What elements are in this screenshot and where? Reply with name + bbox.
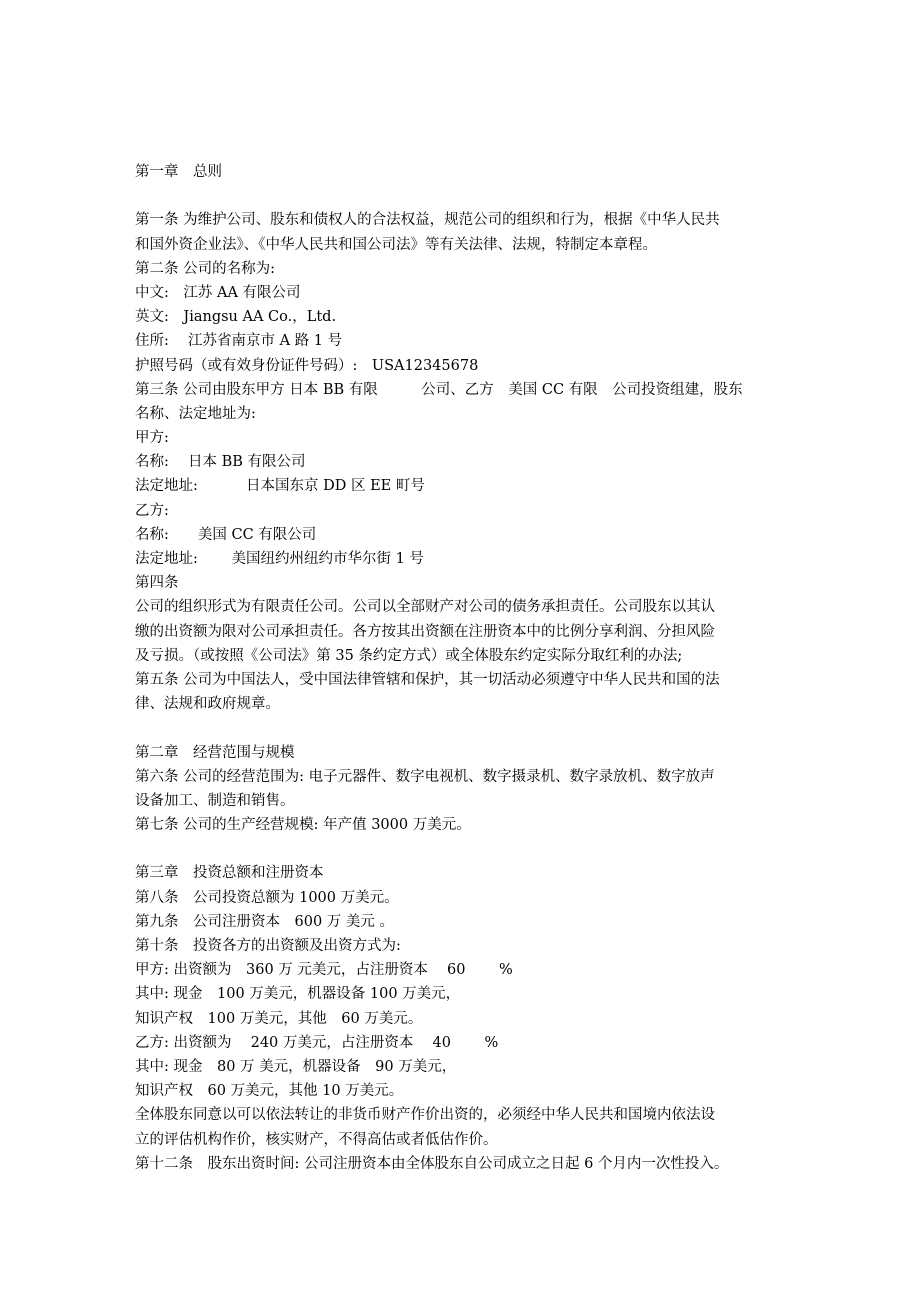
article-12: 第十二条 股东出资时间: 公司注册资本由全体股东自公司成立之日起 6 个月内一次性投入。 <box>135 1155 729 1172</box>
party-b-name: 名称: 美国 CC 有限公司 <box>135 526 317 543</box>
party-b-address: 法定地址: 美国纽约州纽约市华尔街 1 号 <box>135 551 424 567</box>
article-2-heading: 第二条 公司的名称为: <box>135 260 275 277</box>
party-a-address: 法定地址: 日本国东京 DD 区 EE 町号 <box>135 478 425 495</box>
article-4-heading: 第四条 <box>135 575 179 592</box>
party-a-label: 甲方: <box>135 430 169 447</box>
article-9: 第九条 公司注册资本 600 万 美元 。 <box>135 913 395 930</box>
party-b-ip-other: 知识产权 60 万美元，其他 10 万美元。 <box>135 1083 404 1100</box>
article-3-line-2: 名称、法定地址为: <box>135 405 256 422</box>
party-a-name: 名称: 日本 BB 有限公司 <box>135 454 306 471</box>
blank-line <box>135 184 795 208</box>
party-b-cash-equipment: 其中: 现金 80 万 美元，机器设备 90 万美元， <box>135 1058 457 1075</box>
blank-line <box>135 716 795 740</box>
non-monetary-line-2: 立的评估机构作价，核实财产，不得高估或者低估作价。 <box>135 1131 498 1148</box>
article-5-line-1: 第五条 公司为中国法人，受中国法律管辖和保护，其一切活动必须遵守中华人民共和国的法 <box>135 671 720 688</box>
article-4-line-1: 公司的组织形式为有限责任公司。公司以全部财产对公司的债务承担责任。公司股东以其认 <box>135 599 715 616</box>
blank-line <box>135 837 795 861</box>
chapter-2-heading: 第二章 经营范围与规模 <box>135 744 295 761</box>
party-b-contribution: 乙方: 出资额为 240 万美元，占注册资本 40 % <box>135 1034 499 1051</box>
passport-number: 护照号码（或有效身份证件号码）: USA12345678 <box>135 357 479 374</box>
chapter-3-heading: 第三章 投资总额和注册资本 <box>135 865 324 882</box>
article-4-line-3: 及亏损。（或按照《公司法》第 35 条约定方式）或全体股东约定实际分取红利的办法; <box>135 647 683 664</box>
party-b-label: 乙方: <box>135 502 169 519</box>
article-6-line-1: 第六条 公司的经营范围为: 电子元器件、数字电视机、数字摄录机、数字录放机、数字放声 <box>135 768 715 785</box>
article-7: 第七条 公司的生产经营规模: 年产值 3000 万美元。 <box>135 817 471 834</box>
party-a-cash-equipment: 其中: 现金 100 万美元，机器设备 100 万美元， <box>135 986 461 1003</box>
non-monetary-line-1: 全体股东同意以可以依法转让的非货币财产作价出资的，必须经中华人民共和国境内依法设 <box>135 1107 715 1124</box>
document-page <box>135 160 795 1176</box>
party-a-contribution: 甲方: 出资额为 360 万 元美元，占注册资本 60 % <box>135 962 513 979</box>
article-4-line-2: 缴的出资额为限对公司承担责任。各方按其出资额在注册资本中的比例分享利润、分担风险 <box>135 623 715 640</box>
party-a-ip-other: 知识产权 100 万美元，其他 60 万美元。 <box>135 1010 423 1027</box>
company-address: 住所: 江苏省南京市 A 路 1 号 <box>135 333 343 350</box>
article-6-line-2: 设备加工、制造和销售。 <box>135 792 295 809</box>
article-5-line-2: 律、法规和政府规章。 <box>135 696 280 713</box>
article-10-heading: 第十条 投资各方的出资额及出资方式为: <box>135 938 401 954</box>
article-8: 第八条 公司投资总额为 1000 万美元。 <box>135 889 399 906</box>
article-1-line-1: 第一条 为维护公司、股东和债权人的合法权益，规范公司的组织和行为，根据《中华人民共 <box>135 212 720 229</box>
article-1-line-2: 和国外资企业法》、《中华人民共和国公司法》等有关法律、法规，特制定本章程。 <box>135 236 657 253</box>
article-3-line-1: 第三条 公司由股东甲方 日本 BB 有限 公司、乙方 美国 CC 有限 公司投资组建，股东 <box>135 381 743 398</box>
company-name-english: 英文: Jiangsu AA Co.，Ltd. <box>135 309 337 326</box>
company-name-chinese: 中文: 江苏 AA 有限公司 <box>135 284 301 301</box>
chapter-1-heading: 第一章 总则 <box>135 164 222 180</box>
